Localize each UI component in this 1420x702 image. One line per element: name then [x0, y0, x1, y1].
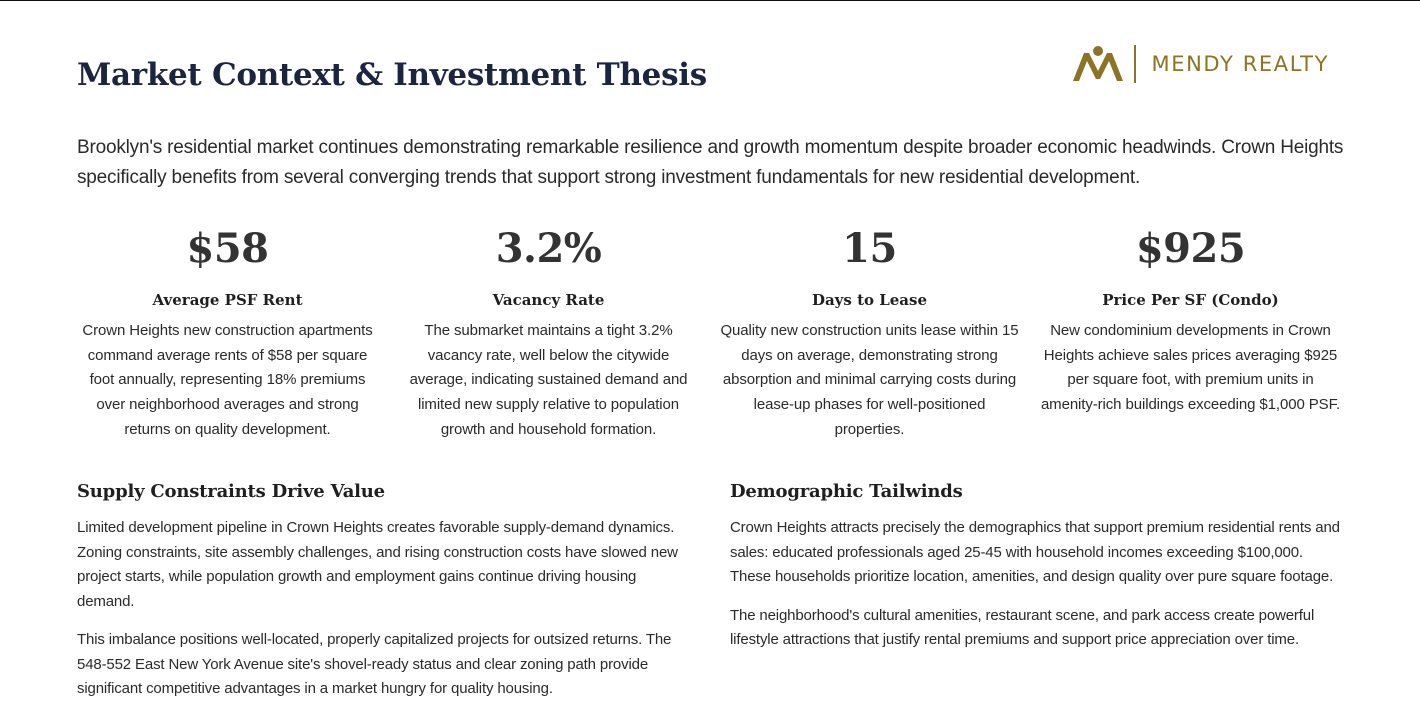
- section-heading: Demographic Tailwinds: [730, 481, 963, 502]
- stat-label: Average PSF Rent: [152, 291, 303, 309]
- section-demographic-tailwinds: [730, 481, 1345, 653]
- stat-vacancy-rate: [388, 223, 709, 443]
- stat-description: Crown Heights new construction apartments command average rents of $58 per square foot annually, representing 18% premiums over neighborhood averages and strong returns on quality development.: [82, 322, 373, 438]
- stats-row: [67, 223, 1351, 443]
- intro-paragraph: Brooklyn's residential market continues demonstrating remarkable resilience and growth momentum despite broader economic headwinds. Crown Heights specifically benefits from several converging trends that support strong investment fundamentals for new residential development.: [77, 137, 1344, 188]
- section-paragraph: Crown Heights attracts precisely the demographics that support premium residential rents and sales: educated professionals aged 25-45 with household incomes exceeding $100,000. These households prioritize location, amenities, and design quality over pure square footage.: [730, 519, 1340, 585]
- section-paragraph: This imbalance positions well-located, properly capitalized projects for outsized returns. The 548-552 East New York Avenue site's shovel-ready status and clear zoning path provide significant competitive advantages in a market hungry for quality housing.: [77, 631, 672, 697]
- mendy-logo-icon: [1072, 45, 1124, 83]
- stat-avg-psf-rent: [67, 223, 388, 443]
- stat-value: 3.2%: [495, 225, 602, 272]
- section-heading: Supply Constraints Drive Value: [77, 481, 385, 502]
- stat-days-to-lease: [709, 223, 1030, 443]
- section-supply-constraints: [77, 481, 692, 702]
- logo-divider: [1134, 45, 1136, 83]
- page-title: Market Context & Investment Thesis: [77, 57, 707, 93]
- stat-value: $58: [186, 225, 269, 272]
- stat-label: Price Per SF (Condo): [1102, 291, 1279, 309]
- section-paragraph: Limited development pipeline in Crown Heights creates favorable supply-demand dynamics. Zoning constraints, site assembly challenges, and rising construction costs have slowed new project starts, while population growth and employment gains continue driving housing demand.: [77, 519, 678, 610]
- stat-value: 15: [842, 225, 897, 272]
- stat-description: Quality new construction units lease within 15 days on average, demonstrating strong absorption and minimal carrying costs during lease-up phases for well-positioned properties.: [720, 322, 1019, 438]
- stat-label: Vacancy Rate: [492, 291, 605, 309]
- stat-description: New condominium developments in Crown Heights achieve sales prices averaging $925 per square foot, with premium units in amenity-rich buildings exceeding $1,000 PSF.: [1040, 322, 1341, 414]
- stat-label: Days to Lease: [811, 291, 928, 309]
- stat-price-per-sf: [1030, 223, 1351, 443]
- section-paragraph: The neighborhood's cultural amenities, restaurant scene, and park access create powerful lifestyle attractions that justify rental premiums and support price appreciation over time.: [730, 606, 1315, 648]
- stat-description: The submarket maintains a tight 3.2% vacancy rate, well below the citywide average, indicating sustained demand and limited new supply relative to population growth and household formation.: [409, 322, 688, 438]
- stat-value: $925: [1135, 225, 1246, 272]
- logo-text: MENDY REALTY: [1151, 52, 1330, 76]
- logo: [1072, 45, 1329, 83]
